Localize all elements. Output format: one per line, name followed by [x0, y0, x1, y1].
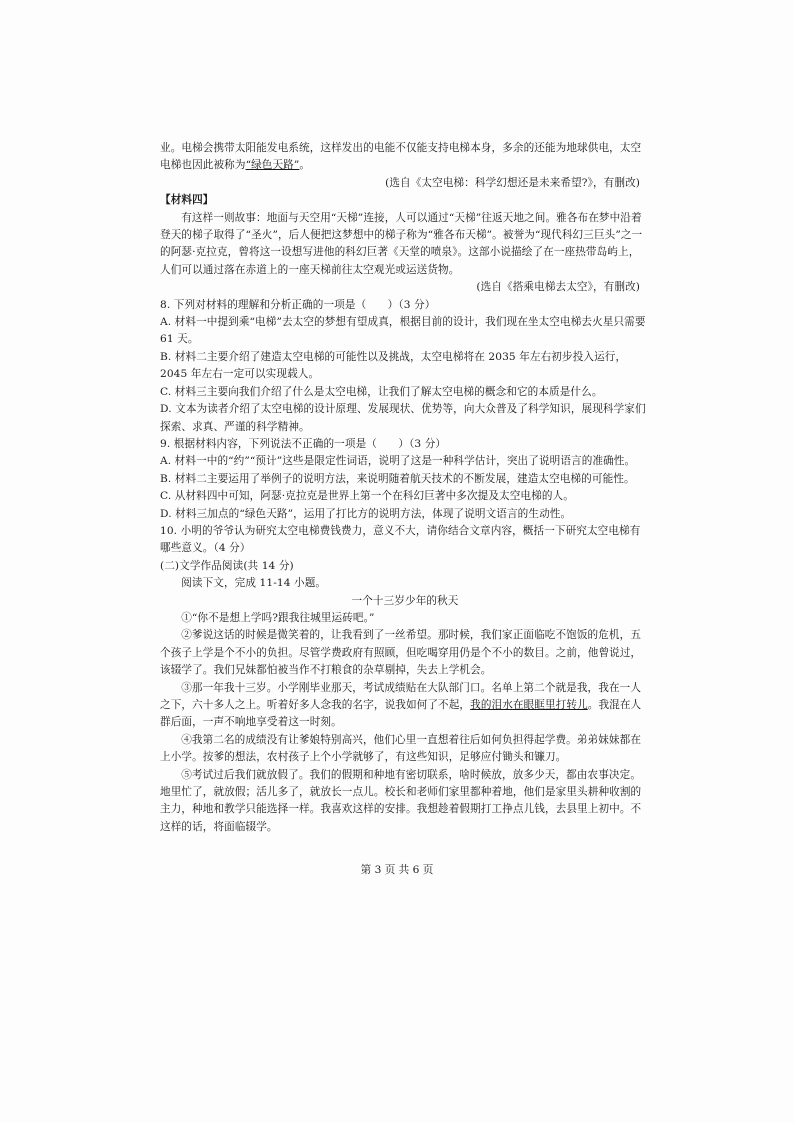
- story-title: 一个十三岁少年的秋天: [351, 594, 459, 607]
- material3-text: 业。电梯会携带太阳能发电系统，这样发出的电能不仅能支持电梯本身，多余的还能为地球供电，太空电梯也因此被称为: [160, 142, 642, 172]
- source-note: (选自《太空电梯：科学幻想还是未来希望?》，有删改): [385, 176, 640, 189]
- question-8-option-c: C. 材料三主要向我们介绍了什么是太空电梯，让我们了解太空电梯的概念和它的本质是什么。: [160, 385, 603, 398]
- material4-heading: 【材料四】: [160, 194, 214, 207]
- green-road-phrase: “绿色天路”: [245, 159, 300, 172]
- reading-instruction: 阅读下文，完成 11-14 小题。: [181, 577, 327, 590]
- question-9-option-d: D. 材料三加点的“绿色天路”，运用了打比方的说明方法，体现了说明文语言的生动性。: [160, 507, 572, 520]
- question-9-option-a: A. 材料一中的“约”“预计”这些是限定性词语，说明了这是一种科学估计，突出了说明语言的准确性。: [160, 455, 636, 468]
- page-content: [160, 140, 650, 836]
- material3-ending: 业。电梯会携带太阳能发电系统，这样发出的电能不仅能支持电梯本身，多余的还能为地球供电，太空电梯也因此被称为“绿色天路”。: [160, 142, 642, 172]
- page-number: 第 3 页 共 6 页: [360, 864, 434, 876]
- underlined-sentence: 我的泪水在眼眶里打转儿: [470, 699, 588, 711]
- source-note: (选自《搭乘电梯去太空》，有删改): [476, 281, 640, 294]
- story-paragraph-1: ①“你不是想上学吗?跟我往城里运砖吧。”: [181, 611, 375, 624]
- question-9-stem: 9. 根据材料内容，下列说法不正确的一项是（ ）（3 分）: [160, 437, 447, 450]
- question-8-option-b: B. 材料二主要介绍了建造太空电梯的可能性以及挑战，太空电梯将在 2035 年左右初步投入运行，2045 年左右一定可以实现载人。: [160, 350, 627, 381]
- section-heading: (二)文学作品阅读(共 14 分): [160, 559, 294, 572]
- question-8-option-d: D. 文本为读者介绍了太空电梯的设计原理、发展现状、优势等，向大众普及了科学知识，展现科学家们探索、求真、严谨的科学精神。: [160, 403, 646, 433]
- question-9-option-c: C. 从材料四中可知，阿瑟·克拉克是世界上第一个在科幻巨著中多次提及太空电梯的人。: [160, 490, 574, 503]
- story-paragraph-5: ⑤考试过后我们就放假了。我们的假期和种地有密切联系，啥时候放，放多少天，都由农事决定。地里忙了，就放假；活儿多了，就放长一点儿。校长和老师们家里都种着地，他们是家里头耕种收割的主力，种地和教学只能选择一样。我喜欢这样的安排。我想趁着假期打工挣点儿钱，去县里上初中。不这样的话，将面临辍学。: [160, 768, 642, 833]
- question-8-option-a: A. 材料一中提到乘“电梯”去太空的梦想有望成真，根据目前的设计，我们现在坐太空电梯去火星只需要 61 天。: [160, 316, 646, 346]
- story-paragraph-2: ②爹说这话的时候是微笑着的，让我看到了一丝希望。那时候，我们家正面临吃不饱饭的危机，五个孩子上学是个不小的负担。尽管学费政府有照顾，但吃喝穿用仍是个不小的数目。之前，他曾说过，该辍学了。我们兄妹都怕被当作不打粮食的杂草剔掉，失去上学机会。: [160, 629, 642, 677]
- material4-text: 有这样一则故事：地面与天空用“天梯”连接，人可以通过“天梯”往返天地之间。雅各布在梦中沿着登天的梯子取得了“圣火”，后人便把这梦想中的梯子称为“雅各布天梯”。被誉为“现代科幻三巨头”之一的阿瑟·克拉克，曾将这一设想写进他的科幻巨著《天堂的喷泉》。这部小说描绘了在一座热带岛屿上，人们可以通过落在赤道上的一座天梯前往太空观光或运送货物。: [160, 211, 643, 276]
- question-9-option-b: B. 材料二主要运用了举例子的说明方法，来说明随着航天技术的不断发展，建造太空电梯的可能性。: [160, 472, 635, 485]
- story-paragraph-4: ④我第二名的成绩没有让爹娘特别高兴，他们心里一直想着往后如何负担得起学费。弟弟妹妹都在上小学。按爹的想法，农村孩子上个小学就够了，有这些知识，足够应付锄头和镰刀。: [160, 733, 642, 764]
- story-paragraph-3: ③那一年我十三岁。小学刚毕业那天，考试成绩贴在大队部门口。名单上第二个就是我，我在一人之下，六十多人之上。听着好多人念我的名字，说我如何了不起，我的泪水在眼眶里打转儿。我混在人群后面，一声不响地享受着这一时刻。: [160, 681, 642, 729]
- question-8-stem: 8. 下列对材料的理解和分析正确的一项是（ ）（3 分）: [160, 298, 436, 311]
- question-10-stem: 10. 小明的爷爷认为研究太空电梯费钱费力，意义不大，请你结合文章内容，概括一下研究太空电梯有哪些意义。（4 分）: [160, 524, 641, 555]
